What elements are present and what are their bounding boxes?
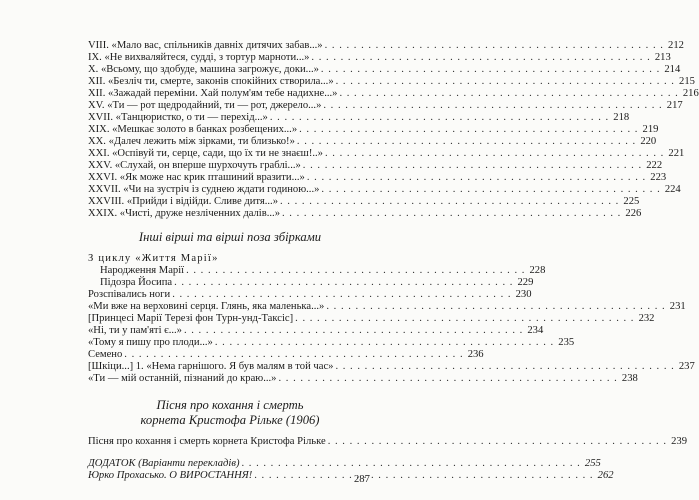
toc-leader-dots (297, 136, 636, 148)
toc-entry-title: «Ми вже на верховині серця. Глянь, яка маленька...» (88, 301, 325, 312)
toc-entry-page: 255 (584, 458, 601, 469)
toc-leader-dots (254, 470, 593, 482)
toc-block-sonnets (88, 40, 699, 220)
toc-entry-title: ДОДАТОК (Варіанти перекладів) (88, 458, 240, 469)
toc-leader-dots (186, 265, 525, 277)
toc-entry-title: [Шкіци...] 1. «Нема гарнішого. Я був малям в той час» (88, 361, 334, 372)
toc-entry (88, 470, 614, 482)
toc-leader-dots (280, 196, 619, 208)
toc-entry-title: Розспівались ноги (88, 289, 171, 300)
toc-entry (88, 361, 695, 373)
toc-leader-dots (325, 148, 664, 160)
toc-entry (88, 196, 640, 208)
toc-entry-page: 216 (682, 88, 699, 99)
toc-leader-dots (282, 208, 621, 220)
toc-entry-title: X. «Всьому, що здобуде, машина загрожує, доки...» (88, 64, 319, 75)
toc-entry-title: XXVI. «Як може нас крик пташиний вразити...» (88, 172, 305, 183)
toc-entry-title: Народження Марії (100, 265, 185, 276)
toc-entry-page: 214 (664, 64, 681, 75)
toc-entry-title: XXIX. «Чисті, друже незліченних далів...» (88, 208, 280, 219)
toc-entry-page: 230 (515, 289, 532, 300)
toc-entry-page: 238 (621, 373, 638, 384)
toc-block-other-poems (88, 265, 695, 385)
toc-leader-dots (326, 301, 665, 313)
toc-entry (88, 436, 687, 448)
toc-entry (88, 160, 663, 172)
toc-leader-dots (307, 172, 646, 184)
toc-leader-dots (184, 325, 523, 337)
toc-entry-title: «Тому я пишу про плоди...» (88, 337, 213, 348)
toc-leader-dots (311, 52, 650, 64)
toc-entry (88, 184, 681, 196)
toc-entry-page: 217 (666, 100, 683, 111)
section-heading-cornet-line1: Пісня про кохання і смерть (156, 398, 304, 412)
toc-entry-title: XX. «Далеч лежить між зірками, ти близько!» (88, 136, 295, 147)
toc-entry (88, 112, 630, 124)
toc-entry (88, 52, 671, 64)
toc-entry (88, 100, 683, 112)
toc-leader-dots (339, 88, 678, 100)
toc-entry (88, 148, 685, 160)
toc-entry (88, 289, 532, 301)
toc-leader-dots (270, 112, 609, 124)
toc-entry (88, 301, 686, 313)
toc-entry (88, 136, 657, 148)
toc-entry-page: 223 (650, 172, 667, 183)
toc-entry-page: 225 (623, 196, 640, 207)
toc-entry-title: IX. «Не вихваляйтеся, судді, з тортур марноти...» (88, 52, 310, 63)
toc-entry-page: 234 (527, 325, 544, 336)
toc-leader-dots (299, 124, 638, 136)
toc-entry-title: XIX. «Мешкає золото в банках розбещених...» (88, 124, 298, 135)
toc-entry-title: XVII. «Танцюристко, о ти — перехід...» (88, 112, 268, 123)
toc-leader-dots (174, 277, 513, 289)
toc-entry (88, 265, 546, 277)
toc-entry (88, 337, 575, 349)
toc-entry (88, 88, 699, 100)
toc-entry-title: Юрко Прохасько. О ВИРОСТАННЯ! (88, 470, 253, 481)
toc-entry-title: «Ти — мій останній, пізнаний до краю...» (88, 373, 277, 384)
toc-entry-title: XII. «Зажадай переміни. Хай полум'ям тебе надихне...» (88, 88, 338, 99)
toc-entry-title: Підозра Йосипа (100, 277, 173, 288)
toc-entry-page: 221 (668, 148, 685, 159)
toc-leader-dots (335, 361, 674, 373)
toc-entry-page: 228 (529, 265, 546, 276)
toc-entry-title: «Ні, ти у пам'яті є...» (88, 325, 182, 336)
toc-entry (88, 64, 681, 76)
toc-leader-dots (328, 436, 667, 448)
toc-entry-title: XII. «Безліч ти, смерте, законів спокійних створила...» (88, 76, 334, 87)
toc-entry-page: 232 (638, 313, 655, 324)
toc-entry-page: 220 (640, 136, 657, 147)
toc-entry (88, 313, 655, 325)
toc-entry (88, 172, 667, 184)
toc-leader-dots (325, 40, 664, 52)
toc-entry-title: XXI. «Оспівуй ти, серце, сади, що їх ти не знаєш!..» (88, 148, 323, 159)
toc-block-cornet (88, 436, 687, 448)
toc-entry-page: 222 (646, 160, 663, 171)
toc-leader-dots (321, 64, 660, 76)
toc-entry (88, 124, 659, 136)
toc-leader-dots (323, 100, 662, 112)
toc-entry-title: Семено (88, 349, 123, 360)
toc-entry-page: 224 (664, 184, 681, 195)
toc-entry-page: 262 (597, 470, 614, 481)
toc-entry (88, 458, 601, 470)
toc-entry-page: 239 (671, 436, 687, 447)
toc-entry (88, 76, 695, 88)
toc-leader-dots (172, 289, 511, 301)
toc-leader-dots (336, 76, 675, 88)
toc-block-appendix (88, 458, 614, 482)
toc-leader-dots (303, 160, 642, 172)
toc-entry (88, 325, 544, 337)
toc-entry-page: 236 (467, 349, 484, 360)
toc-leader-dots (215, 337, 554, 349)
section-heading-other-poems: Інші вірші та вірші поза збірками (138, 230, 322, 244)
toc-entry-page: 229 (517, 277, 534, 288)
toc-leader-dots (321, 184, 660, 196)
toc-entry-title: [Принцесі Марії Терезі фон Турн-унд-Таксіс] (88, 313, 294, 324)
toc-leader-dots (295, 313, 634, 325)
toc-leader-dots (241, 458, 580, 470)
toc-entry (88, 277, 534, 289)
toc-entry-page: 231 (669, 301, 686, 312)
toc-entry-page: 237 (678, 361, 695, 372)
toc-entry (88, 349, 484, 361)
toc-entry-title: XXVII. «Чи на зустріч із суднею ждати годиною...» (88, 184, 320, 195)
toc-entry-title: XXV. «Слухай, он вперше шурхочуть граблі...» (88, 160, 301, 171)
toc-entry-page: 212 (668, 40, 684, 51)
cycle-heading: З циклу «Життя Марії» (88, 253, 219, 264)
toc-entry-title: XV. «Ти — рот щедродайний, ти — рот, джерело...» (88, 100, 322, 111)
page-number: 287 (354, 474, 370, 485)
toc-entry-page: 219 (642, 124, 659, 135)
toc-entry-page: 226 (625, 208, 642, 219)
toc-entry (88, 40, 684, 52)
toc-leader-dots (124, 349, 463, 361)
toc-entry-title: XXVIII. «Прийди і відійди. Сливе дитя...» (88, 196, 278, 207)
toc-entry-title: Пісня про кохання і смерть корнета Кристофа Рільке (88, 436, 326, 447)
toc-entry (88, 208, 642, 220)
toc-entry-page: 213 (654, 52, 671, 63)
toc-entry-title: VIII. «Мало вас, спільників давніх дитячих забав...» (88, 40, 323, 51)
toc-entry (88, 373, 638, 385)
toc-entry-page: 215 (679, 76, 695, 87)
toc-leader-dots (278, 373, 617, 385)
toc-entry-page: 218 (613, 112, 630, 123)
section-heading-cornet-line2: корнета Кристофа Рільке (1906) (140, 413, 320, 427)
toc-entry-page: 235 (558, 337, 575, 348)
